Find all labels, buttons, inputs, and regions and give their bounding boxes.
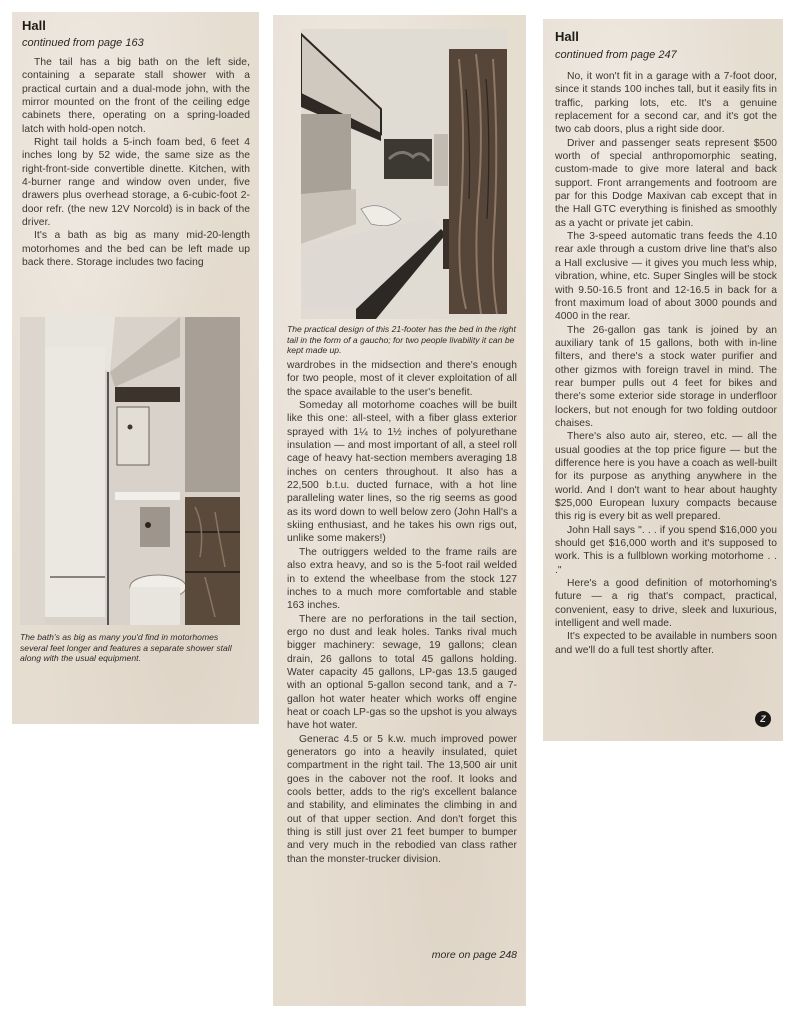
end-mark-icon: Z	[755, 711, 771, 727]
paragraph: John Hall says ". . . if you spend $16,000 you should get $16,000 worth and it's supposed to work. This is a fullblown working motorhome . . ."	[555, 524, 777, 576]
paragraph: Someday all motorhome coaches will be built like this one: all-steel, with a fiber glass exterior sprayed with 1¼ to 1½ inches of polyurethane insulation — and most important of all, a steel roll cage of heavy hat-section members averaging 18 inches on centers throughout. It also has a 22,500 b.t.u. ducted furnace, with a hot line paralleling water lines, so the rig seems as good as its word down to well below zero (John Hall's a skiing enthusiast, and he takes his own rigs out, unlike some makers!)	[287, 400, 517, 545]
article-body	[555, 70, 777, 657]
paragraph: Generac 4.5 or 5 k.w. much improved power generators go into a heavily insulated, quiet compartment in the right tail. The 13,500 air unit goes in the cabover not the roof. It looks and cools better, adds to the rig's excellent balance and stability, and eliminates the climbing in and out of that upper section. And don't forget this thing is still just over 21 feet bumper to bumper and very much in the rebodied van class rather than the monster-trucker division.	[287, 733, 517, 865]
paragraph: There are no perforations in the tail section, ergo no dust and leak holes. Tanks rival much bigger machinery: sewage, 19 gallons; clean drain, 26 gallons to total 45 gallons holding. Water capacity 45 gallons, LP-gas 13.5 gauged with an optional 5-gallon second tank, and a 7-gallon hot water heater which works off engine heat or coach LP-gas so the upshot is you always have hot water.	[287, 613, 517, 732]
photo-caption: The practical design of this 21-footer has the bed in the right tail in the form of a gaucho; for two people livability it can be kept made up.	[287, 324, 516, 356]
paragraph: There's also auto air, stereo, etc. — all the usual goodies at the top price figure — but the difference here is you have a coach as well-built for its purpose as anything anywhere in the world. And I don't want to hear about haughty $25,000 European luxury compacts because this rig is every bit as well prepared.	[555, 431, 777, 523]
article-clip-right	[543, 19, 783, 741]
paragraph: Driver and passenger seats represent $500 worth of special anthropomorphic seating, custom-made to give more lateral and back support. Front arrangements and footroom are par for this Dodge Maxivan cab except that in the Hall GTC everything is finished as smoothly as a yacht or private jet cabin.	[555, 137, 777, 229]
paragraph: wardrobes in the midsection and there's enough for two people, most of it clever exploitation of all the space available to the user's benefit.	[287, 360, 517, 398]
bathroom-photo	[20, 317, 240, 625]
continued-note: continued from page 163	[22, 37, 144, 49]
photo-caption: The bath's as big as many you'd find in motorhomes several feet longer and features a separate shower stall along with the usual equipment.	[20, 632, 232, 664]
paragraph: The outriggers welded to the frame rails are also extra heavy, and so is the 5-foot rail welded in to extend the wheelbase from the stock 127 inches to a much more comfortable and stable 163 inches.	[287, 546, 517, 612]
section-heading: Hall	[22, 18, 46, 33]
paragraph: The 3-speed automatic trans feeds the 4.10 rear axle through a custom drive line that's also a Hall exclusive — it gives you much less whip, vibration, whine, etc. Super Singles will be stock with 9.50-16.5 front and 12-16.5 in back for a front maximum load of about 3000 pounds and 4000 in the rear.	[555, 231, 777, 323]
paragraph: The tail has a big bath on the left side, containing a separate stall shower with a practical curtain and a dual-mode john, with the mirror mounted on the front of the ceiling edge cabinets there, operating on a spring-loaded latch with hold-open notch.	[22, 57, 250, 135]
section-heading: Hall	[555, 29, 579, 44]
paragraph: Right tail holds a 5-inch foam bed, 6 feet 4 inches long by 52 wide, the same size as the right-front-side convertible dinette. Kitchen, with 4-burner range and window oven under, five drawers plus overhead storage, a 6-cubic-foot 2-door refr. (the new 12V Norcold) is in back of the driver.	[22, 137, 250, 229]
paragraph: It's a bath as big as many mid-20-length motorhomes and the bed can be left made up back there. Storage includes two facing	[22, 230, 250, 269]
article-body	[287, 359, 517, 866]
rear-bed-illustration	[301, 29, 507, 319]
paragraph: The 26-gallon gas tank is joined by an auxiliary tank of 15 gallons, both with in-line filters, and there's a stock water purifier and other gizmos with foreign travel in mind. The rear bumper pulls out 4 feet for bikes and there's some exterior side storage in underfloor lockers, but not enough for two folding outdoor chaises.	[555, 324, 777, 429]
article-body	[22, 56, 250, 270]
continued-on-note: more on page 248	[431, 949, 517, 961]
continued-note: continued from page 247	[555, 49, 677, 61]
paragraph: Here's a good definition of motorhoming's future — a rig that's compact, practical, convenient, easy to drive, sleek and luxurious, intelligent and well made.	[555, 578, 777, 630]
paragraph: It's expected to be available in numbers soon and we'll do a full test shortly after.	[555, 631, 777, 656]
article-clip-left	[12, 12, 259, 724]
rear-bed-photo	[301, 29, 507, 319]
article-clip-middle	[273, 15, 526, 1006]
bathroom-illustration	[20, 317, 240, 625]
paragraph: No, it won't fit in a garage with a 7-foot door, since it stands 100 inches tall, but it easily fits in traffic, parking lots, etc. It's a genuine replacement for a second car, and it's got the two cab doors, plus a right side door.	[555, 71, 777, 136]
